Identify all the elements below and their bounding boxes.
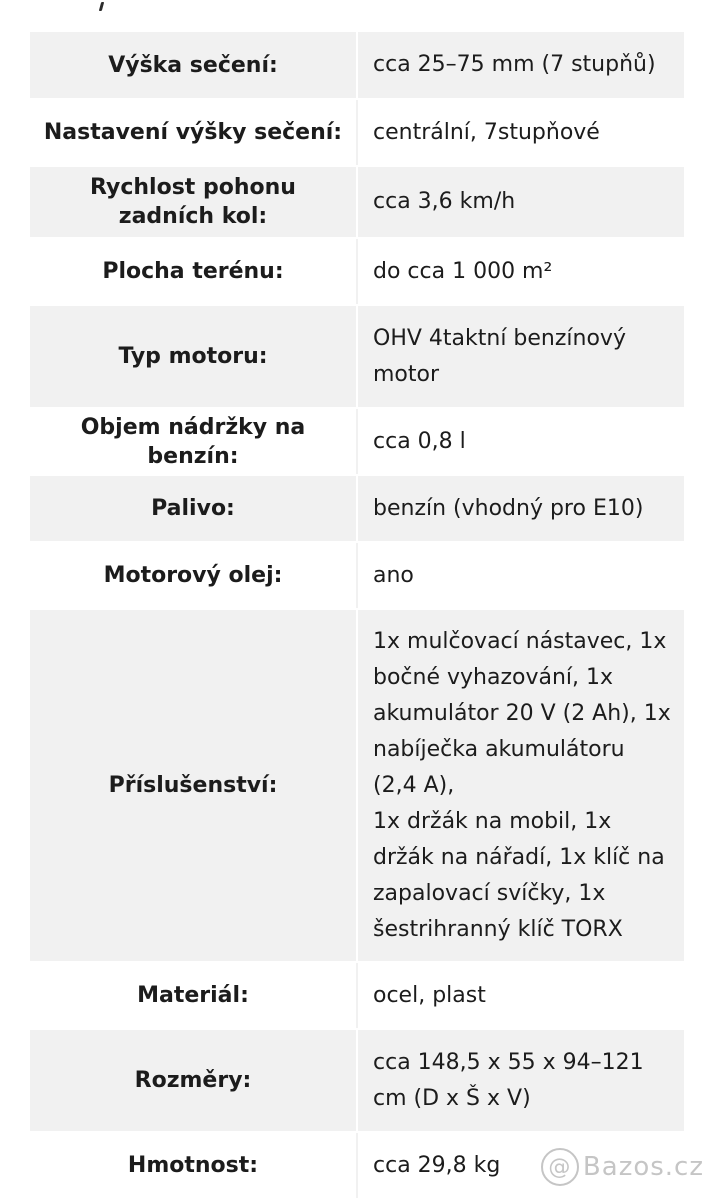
- spec-value: benzín (vhodný pro E10): [357, 475, 684, 542]
- spec-label: Objem nádržky na benzín:: [30, 408, 357, 475]
- spec-label: Výška sečení:: [30, 32, 357, 99]
- spec-label: Nastavení výšky sečení:: [30, 99, 357, 166]
- watermark-text: Bazos.cz: [582, 1152, 704, 1182]
- page-top-mark: [99, 2, 104, 11]
- spec-value: OHV 4taktní benzínový motor: [357, 305, 684, 408]
- table-row: [30, 32, 684, 99]
- spec-value: cca 25–75 mm (7 stupňů): [357, 32, 684, 99]
- table-row: [30, 542, 684, 609]
- spec-label: Hmotnost:: [30, 1132, 357, 1199]
- spec-label: Rozměry:: [30, 1029, 357, 1132]
- table-row: [30, 166, 684, 238]
- spec-value: 1x mulčovací nástavec, 1x bočné vyhazování, 1x akumulátor 20 V (2 Ah), 1x nabíječka akumulátoru (2,4 A), 1x držák na mobil, 1x držák na nářadí, 1x klíč na zapalovací svíčky, 1x šestrihranný klíč TORX: [357, 609, 684, 962]
- bazos-watermark: [541, 1148, 704, 1186]
- table-row: [30, 609, 684, 962]
- spec-table: [30, 32, 684, 1200]
- table-row: [30, 962, 684, 1029]
- spec-label: Motorový olej:: [30, 542, 357, 609]
- table-row: [30, 305, 684, 408]
- spec-label: Příslušenství:: [30, 609, 357, 962]
- table-row: [30, 238, 684, 305]
- spec-label: Plocha terénu:: [30, 238, 357, 305]
- spec-label: Materiál:: [30, 962, 357, 1029]
- at-sign-icon: @: [541, 1148, 579, 1186]
- spec-label: Typ motoru:: [30, 305, 357, 408]
- spec-value: do cca 1 000 m²: [357, 238, 684, 305]
- spec-value: cca 0,8 l: [357, 408, 684, 475]
- table-row: [30, 99, 684, 166]
- spec-value: cca 148,5 x 55 x 94–121 cm (D x Š x V): [357, 1029, 684, 1132]
- table-row: [30, 1029, 684, 1132]
- spec-label: Rychlost pohonu zadních kol:: [30, 166, 357, 238]
- spec-label: Palivo:: [30, 475, 357, 542]
- spec-value: cca 3,6 km/h: [357, 166, 684, 238]
- spec-value: cca 29,8 kg: [357, 1132, 684, 1199]
- table-row: [30, 475, 684, 542]
- spec-value: ano: [357, 542, 684, 609]
- spec-value: ocel, plast: [357, 962, 684, 1029]
- spec-value: centrální, 7stupňové: [357, 99, 684, 166]
- table-row: [30, 408, 684, 475]
